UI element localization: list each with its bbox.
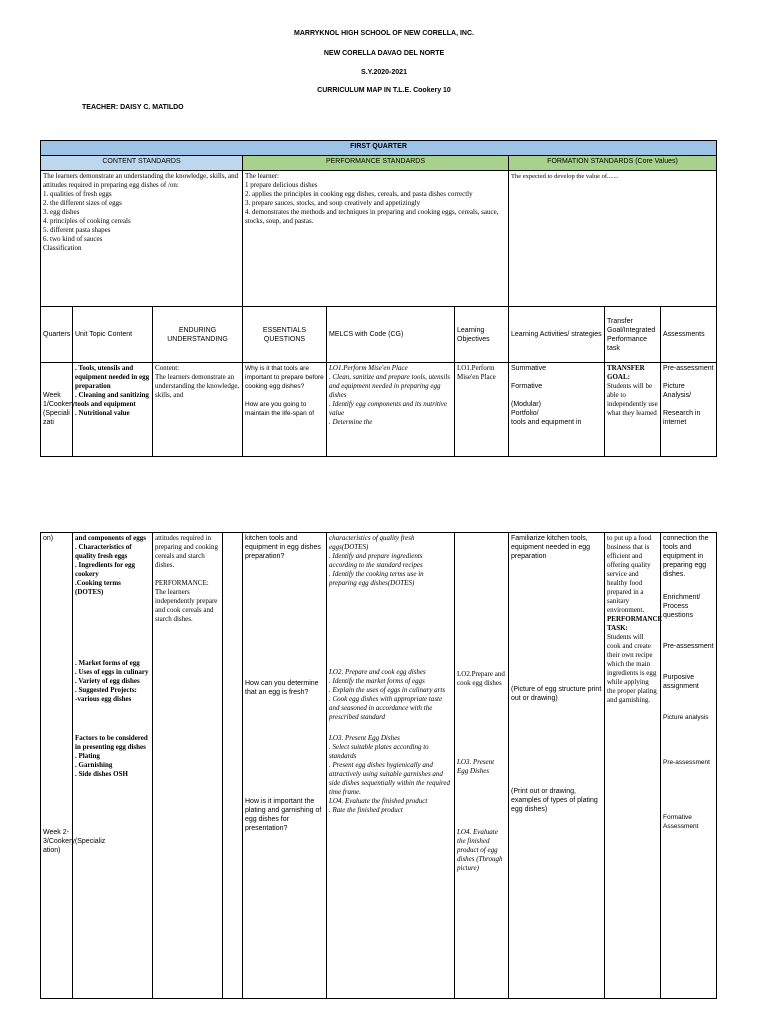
performance-task-text: Students will cook and create their own recipe which the main ingredients is egg while applying the proper plating and garnishing. (607, 633, 657, 704)
unit-topic-part-a: and components of eggs . Characteristics of quality fresh eggs . Ingredients for egg cookery .Cooking terms (DOTES) (75, 534, 146, 596)
col-header-objectives: Learning Objectives (455, 307, 509, 363)
essentials-part-b: How can you determine that an egg is fresh? (245, 680, 319, 696)
melcs-part-a: characteristics of quality fresh eggs(DOTES) . Identify and prepare ingredients according to the standard recipes . Identify the cooking terms use in preparing egg dishes(DOTES) (329, 534, 424, 587)
essentials-week1: Why is it that tools are important to prepare before cooking egg dishes? How are you going to maintain the life-span of (243, 363, 327, 457)
curriculum-table-page1 (40, 140, 717, 457)
assessments-part-f: Pre-assessment (663, 759, 710, 766)
assessments-part-d: Purposive assignment (663, 674, 699, 690)
week-1-label: Week 1/Cookery (Speciali zati (41, 363, 73, 457)
col-header-unit-topic: Unit Topic Content (73, 307, 153, 363)
objectives-part-b: LO3. Present Egg Dishes (457, 758, 495, 775)
activities-part-b: (Picture of egg structure print out or drawing) (511, 686, 602, 702)
formation-standards-text: The expected to develop the value of....... (509, 171, 717, 307)
melcs-part-b: LO2. Prepare and cook egg dishes . Identify the market forms of eggs . Explain the uses of eggs in culinary arts . Cook egg dishes with appropriate taste and seasoned in accordance with the prescribed standard (329, 668, 446, 721)
formation-standards-heading: FORMATION STANDARDS (Core Values) (509, 156, 717, 171)
unit-topic-part-b: . Market forms of egg . Uses of eggs in culinary . Variety of egg dishes . Suggested Projects: -various egg dishes (75, 659, 149, 703)
performance-standards-text: The learner: 1 prepare delicious dishes 2. applies the principles in cooking egg dishes, cereals, and pasta dishes correctly 3. prepare sauces, stocks, and soup creatively and appetizingly 4. demonstrates the methods and techniques in preparing and cooking eggs, cereals, sauce, stocks, soup, and pastas. (243, 171, 509, 307)
school-year: S.Y.2020-2021 (361, 69, 407, 76)
melcs-cell (327, 533, 455, 999)
objectives-cell (455, 533, 509, 999)
col-header-melcs: MELCS with Code (CG) (327, 307, 455, 363)
col-header-activities: Learning Activities/ strategies (509, 307, 605, 363)
col-header-transfer: Transfer Goal/Integrated Performance task (605, 307, 661, 363)
assessments-part-c: Pre-assessment (663, 643, 714, 650)
transfer-goal-continued: to put up a food business that is efficient and offering quality service and healthy food prepared in a sanitary environment. (607, 534, 652, 614)
transfer-cell (605, 533, 661, 999)
melcs-part-c: LO3. Present Egg Dishes . Select suitable plates according to standards . Present egg dishes hygienically and attractively using suitable garnishes and side dishes sequentially within the required time frame. LO4. Evaluate the finished product . Rate the finished product (329, 734, 450, 814)
unit-topic-week1: . Tools, utensils and equipment needed in egg preparation . Cleaning and sanitizing tools and equipment . Nutritional value (73, 363, 153, 457)
assessments-week1: Pre-assessment Picture Analysis/ Research in internet (661, 363, 717, 457)
unit-topic-part-c: Factors to be considered in presenting egg dishes . Plating . Garnishing . Side dishes OSH (75, 734, 148, 778)
content-standards-heading: CONTENT STANDARDS (41, 156, 243, 171)
enduring-week1: Content: The learners demonstrate an understanding the knowledge, skills, and (153, 363, 243, 457)
activities-part-c: (Print out or drawing, examples of types of plating egg dishes) (511, 788, 598, 813)
objectives-part-c: LO4. Evaluate the finished product of egg dishes (Through picture) (457, 828, 503, 872)
essentials-part-c: How is it important the plating and garnishing of egg dishes for presentation? (245, 798, 322, 832)
essentials-part-a: kitchen tools and equipment in egg dishes preparation? (245, 535, 321, 560)
activities-cell (509, 533, 605, 999)
col-header-enduring: ENDURING UNDERSTANDING (153, 307, 243, 363)
assessments-part-b: Enrichment/ Process questions (663, 594, 701, 619)
performance-task-heading: PERFORMANCE TASK: (607, 615, 663, 632)
enduring-cell: attitudes required in preparing and cooking cereals and starch dishes. PERFORMANCE: The learners independently prepare and cook cereals and starch dishes. (153, 533, 223, 999)
assessments-part-a: connection the tools and equipment in preparing egg dishes. (663, 535, 709, 578)
empty-cell (223, 533, 243, 999)
week-2-3-label: Week 2-3/Cookery(Specializ ation) (43, 829, 106, 854)
col-header-assessments: Assessments (661, 307, 717, 363)
objectives-part-a: LO2.Prepare and cook egg dishes (457, 670, 505, 687)
activities-part-a: Familiarize kitchen tools, equipment needed in egg preparation (511, 535, 591, 560)
unit-topic-cell (73, 533, 153, 999)
school-address: NEW CORELLA DAVAO DEL NORTE (323, 50, 445, 57)
objectives-week1: LO1.Perform Mise'en Place (455, 363, 509, 457)
activities-week1: Summative Formative (Modular) Portfolio/ tools and equipment in (509, 363, 605, 457)
assessments-cell (661, 533, 717, 999)
content-standards-text: The learners demonstrate an understanding the knowledge, skills, and attitudes required in preparing egg dishes of /on: 1. qualities of fresh eggs 2. the different sizes of eggs 3. egg dishes 4. principles of cooking cereals 5. different pasta shapes 6. two kind of sauces Classification (41, 171, 243, 307)
melcs-week1: LO1.Perform Mise'en Place . Clean, sanitize and prepare tools, utensils and equipment needed in preparing egg dishes . Identify egg components and its nutritive value . Determine the (327, 363, 455, 457)
document-title: CURRICULUM MAP IN T.L.E. Cookery 10 (317, 87, 451, 94)
essentials-cell (243, 533, 327, 999)
teacher-name: TEACHER: DAISY C. MATILDO (82, 104, 184, 111)
quarter-heading: FIRST QUARTER (41, 141, 717, 156)
transfer-goal-text: Students will be able to independently use what they learned (607, 382, 658, 417)
transfer-goal-heading: TRANSFER GOAL: (607, 364, 645, 381)
col-header-quarters: Quarters (41, 307, 73, 363)
quarters-continued: on) (43, 535, 54, 542)
col-header-essentials: ESSENTIALS QUESTIONS (243, 307, 327, 363)
transfer-week1 (605, 363, 661, 457)
curriculum-table-page2 (40, 532, 717, 999)
quarters-cell (41, 533, 106, 999)
assessments-part-g: Formative Assessment (663, 814, 699, 830)
school-name: MARRYKNOL HIGH SCHOOL OF NEW CORELLA, INC. (294, 30, 474, 37)
performance-standards-heading: PERFORMANCE STANDARDS (243, 156, 509, 171)
assessments-part-e: Picture analysis (663, 714, 709, 721)
